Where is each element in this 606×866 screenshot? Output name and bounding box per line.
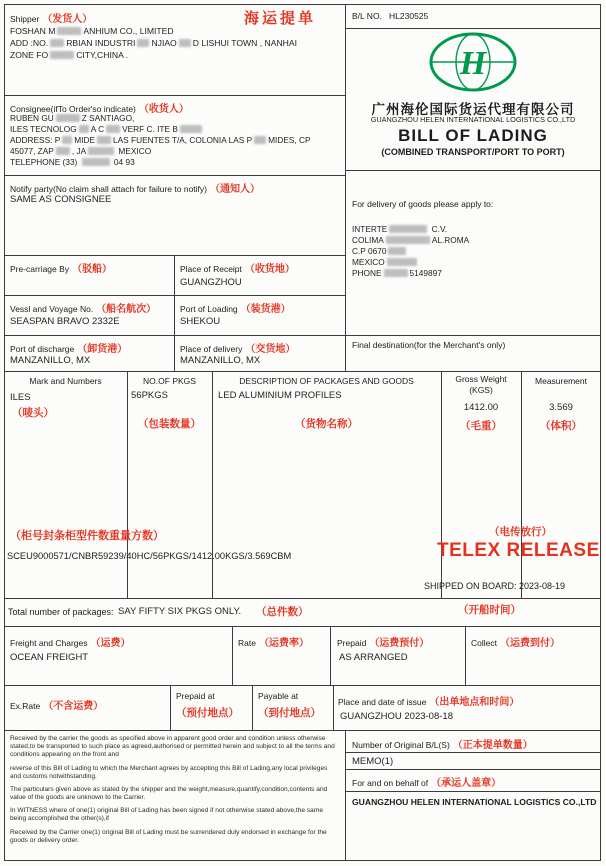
marks-value: ILES: [10, 392, 31, 403]
total-packages-value: SAY FIFTY SIX PKGS ONLY.: [118, 606, 242, 617]
exrate-label: [10, 697, 103, 712]
company-name-cn: 广州海伦国际货运代理有限公司: [371, 102, 575, 117]
shipper-label-cn: （发货人）: [42, 14, 93, 25]
divider: [4, 730, 601, 731]
col-measurement-header: Measurement: [535, 376, 587, 386]
precarriage-label: [10, 260, 112, 275]
freight-charges-label-en: Freight and Charges: [10, 638, 88, 648]
description-value: LED ALUMINIUM PROFILES: [218, 390, 342, 401]
divider: [4, 626, 601, 627]
pkgs-value: 56PKGS: [131, 390, 168, 401]
vessel-label-en: Vessl and Voyage No.: [10, 304, 94, 314]
exrate-label-en: Ex.Rate: [10, 701, 41, 711]
company-logo-globe-icon: [428, 31, 518, 93]
place-of-issue-value: GUANGZHOU 2023-08-18: [340, 711, 453, 722]
clauses-text: Received by the carrier the goods as specified above in apparent good order and condition unless otherwise stated,to be transported to such place as agreed,authorised or permitted herein and subject to all the terms and conditions appearing on the front and reverse of this Bill of Lading to which the Merchant agrees by accepting this Bill of Lading,any local privileges and customs notwithstanding. The particulars given above as stated by the shipper and the weight,measure,quantify,condition,contents and value of the goods are unknown to the Carrier. In WITNESS where of one(1) original Bill of Lading has been signed if not otherwise stated above,the same being accomplished the other(s),if Received by the Carrier one(1) original Bill of Lading must be surrendered duly endorsed in exchange for the goods or delivery order.: [10, 735, 335, 844]
telex-cn-label: （电传放行）: [489, 526, 552, 538]
discharge-label-en: Port of discharge: [10, 344, 75, 354]
shipper-lines: FOSHAN M ANHIUM CO., LIMITED ADD :NO. RBIAN INDUSTRI NJIAO D LISHUI TOWN , NANHAI ZONE FO CITY,CHINA .: [10, 26, 298, 60]
col-weight-header-units: (KGS): [469, 385, 493, 395]
delivery-label-cn: （交货地）: [245, 344, 296, 355]
notify-label-en: Notify party(No claim shall attach for failure to notify): [10, 184, 207, 194]
delivery-apply-label: For delivery of goods please apply to:: [352, 199, 494, 209]
divider: [345, 752, 601, 753]
svg-text:H: H: [459, 45, 487, 82]
rate-label-en: Rate: [238, 638, 256, 648]
loading-label-en: Port of Loading: [180, 304, 238, 314]
shipped-on-board: SHIPPED ON BOARD: 2023-08-19: [424, 581, 566, 591]
divider: [174, 255, 175, 371]
shipper-label-en: Shipper: [10, 14, 40, 24]
place-of-issue-label: [338, 693, 519, 708]
divider: [4, 685, 601, 686]
divider: [212, 371, 213, 598]
divider: [127, 371, 128, 598]
divider: [4, 175, 345, 176]
divider: [170, 685, 171, 730]
marks-cn-label: （唛头）: [12, 407, 54, 419]
bl-no-value: HL230525: [389, 11, 429, 21]
receipt-label-en: Place of Receipt: [180, 264, 242, 274]
vessel-label: [10, 300, 156, 315]
divider: [232, 626, 233, 685]
divider: [4, 371, 601, 372]
container-cn-label: （柜号封条柜型件数重量方数）: [10, 530, 164, 542]
shipped-cn-label: （开船时间）: [458, 604, 521, 616]
discharge-label: [10, 340, 127, 355]
bol-title: BILL OF LADING: [398, 126, 548, 145]
measurement-value: 3.569: [549, 402, 573, 413]
consignee-label-en: Consignee(ifTo Order'so indicate): [10, 104, 136, 114]
total-packages-cn-label: （总件数）: [256, 606, 309, 618]
consignee-lines: RUBEN GU Z SANTIAGO, ILES TECNOLOG A C VERF C. ITE B ADDRESS: P MIDE LAS FUENTES T/A, COLONIA LAS P MIDES, CP 45077, ZAP , JA MEXICO TELEPHONE (33) 04 93: [10, 113, 311, 167]
bl-no: [352, 11, 428, 21]
col-pkgs-header: NO.OF PKGS: [143, 376, 196, 386]
divider: [4, 335, 601, 336]
behalf-label-en: For and on behalf of: [352, 778, 429, 788]
col-desc-header: DESCRIPTION OF PACKAGES AND GOODS: [239, 376, 414, 386]
payable-at-cn-label: （到付地点）: [258, 707, 321, 719]
col-weight-header: Gross Weight: [455, 374, 507, 384]
weight-cn-label: （毛重）: [460, 420, 502, 432]
col-marks-header: Mark and Numbers: [29, 376, 102, 386]
freight-charges-label: [10, 634, 131, 649]
prepaid-label: [337, 634, 429, 649]
divider: [333, 685, 334, 730]
divider: [345, 170, 601, 171]
divider: [345, 769, 601, 770]
bl-no-label: B/L NO.: [352, 11, 382, 21]
precarriage-label-cn: （驳船）: [72, 264, 113, 275]
vessel-label-cn: （船名航次）: [96, 304, 157, 315]
total-packages-label: Total number of packages:: [8, 607, 114, 617]
receipt-label: [180, 260, 295, 275]
notify-label-cn: （通知人）: [210, 184, 260, 195]
loading-value: SHEKOU: [180, 316, 221, 327]
delivery-label: [180, 340, 295, 355]
collect-label-cn: （运费到付）: [499, 638, 560, 649]
behalf-label: [352, 774, 501, 789]
pkgs-cn-label: （包装数量）: [138, 418, 201, 430]
discharge-label-cn: （卸货港）: [77, 344, 128, 355]
exrate-label-cn: （不含运费）: [43, 701, 104, 712]
discharge-value: MANZANILLO, MX: [10, 355, 91, 366]
divider: [345, 4, 346, 371]
divider: [4, 598, 601, 599]
prepaid-label-cn: （运费预付）: [369, 638, 430, 649]
divider: [465, 626, 466, 685]
original-bl-value: MEMO(1): [352, 756, 394, 767]
final-destination-label: Final destination(for the Merchant's only): [352, 340, 506, 350]
vessel-value: SEASPAN BRAVO 2332E: [10, 316, 120, 327]
bol-subtitle: (COMBINED TRANSPORT/PORT TO PORT): [381, 147, 565, 157]
rate-label: [238, 634, 309, 649]
consignee-label-cn: （收货人）: [138, 104, 189, 115]
divider: [345, 791, 601, 792]
place-of-issue-label-en: Place and date of issue: [338, 697, 427, 707]
company-name-en: GUANGZHOU HELEN INTERNATIONAL LOGISTICS CO.,LTD: [370, 115, 576, 124]
prepaid-value: AS ARRANGED: [339, 652, 408, 663]
doc-title-cn: 海运提单: [244, 10, 317, 27]
original-bl-label: [352, 736, 533, 751]
delivery-apply-lines: INTERTE C.V. COLIMA AL.ROMA C.P 0670 MEXICO PHONE 5149897: [352, 224, 470, 278]
collect-label-en: Collect: [471, 638, 497, 648]
notify-label: [10, 180, 260, 195]
container-seal-value: SCEU9000571/CNBR59239/40HC/56PKGS/1412.00KGS/3.569CBM: [7, 551, 292, 561]
measurement-cn-label: （体积）: [540, 420, 582, 432]
freight-charges-value: OCEAN FREIGHT: [10, 652, 89, 663]
prepaid-at-label: Prepaid at: [176, 691, 215, 701]
precarriage-label-en: Pre-carriage By: [10, 264, 70, 274]
loading-label: [180, 300, 291, 315]
loading-label-cn: （装货港）: [240, 304, 291, 315]
collect-label: [471, 634, 560, 649]
prepaid-at-cn-label: （预付地点）: [176, 707, 239, 719]
divider: [330, 626, 331, 685]
notify-value: SAME AS CONSIGNEE: [10, 194, 112, 205]
delivery-value: MANZANILLO, MX: [180, 355, 261, 366]
receipt-label-cn: （收货地）: [244, 264, 295, 275]
original-bl-label-en: Number of Original B/L(S): [352, 740, 450, 750]
place-of-issue-label-cn: （出单地点和时间）: [429, 697, 520, 708]
behalf-value: GUANGZHOU HELEN INTERNATIONAL LOGISTICS CO.,LTD: [352, 797, 597, 807]
divider: [345, 730, 346, 861]
behalf-label-cn: （承运人盖章）: [431, 778, 502, 789]
payable-at-label: Payable at: [258, 691, 299, 701]
divider: [4, 95, 345, 96]
rate-label-cn: （运费率）: [258, 638, 309, 649]
divider: [252, 685, 253, 730]
original-bl-label-cn: （正本提单数量）: [452, 740, 533, 751]
divider: [345, 28, 601, 29]
freight-charges-label-cn: （运费）: [90, 638, 131, 649]
receipt-value: GUANGZHOU: [180, 277, 242, 288]
shipper-label: [10, 10, 92, 25]
weight-value: 1412.00: [463, 402, 499, 413]
telex-release-text: TELEX RELEASE: [437, 540, 600, 561]
description-cn-label: （货物名称）: [295, 418, 358, 430]
delivery-label-en: Place of delivery: [180, 344, 243, 354]
prepaid-label-en: Prepaid: [337, 638, 367, 648]
